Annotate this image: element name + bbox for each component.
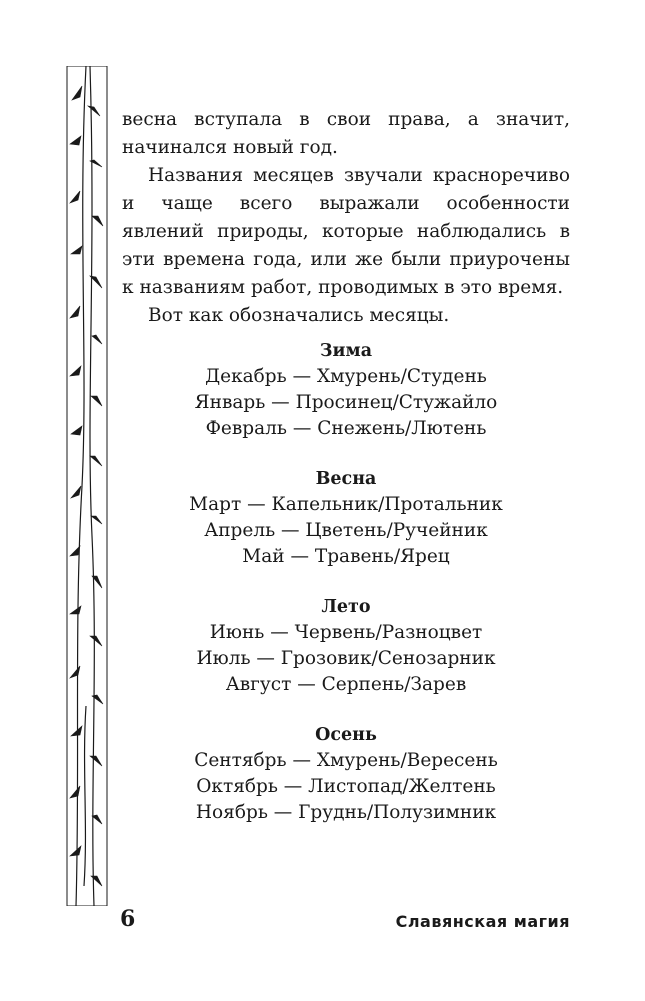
month-line: Сентябрь — Хмурень/Вересень bbox=[194, 750, 498, 771]
month-line: Март — Капельник/Протальник bbox=[189, 494, 503, 515]
month-names-list bbox=[122, 338, 570, 850]
season-spring bbox=[122, 466, 570, 570]
season-autumn bbox=[122, 722, 570, 826]
month-line: Июнь — Червень/Разноцвет bbox=[209, 622, 483, 643]
month-line: Октябрь — Листопад/Желтень bbox=[196, 776, 496, 797]
season-summer bbox=[122, 594, 570, 698]
paragraph: Вот как обозначались месяцы. bbox=[148, 305, 450, 326]
month-line: Январь — Просинец/Стужайло bbox=[194, 392, 498, 413]
season-title: Лето bbox=[321, 597, 371, 617]
month-line: Август — Серпень/Зарев bbox=[225, 674, 467, 695]
month-line: Февраль — Снежень/Лютень bbox=[205, 418, 487, 439]
herb-border-illustration-icon bbox=[66, 66, 108, 906]
body-text bbox=[122, 106, 570, 330]
running-title: Славянская магия bbox=[395, 912, 570, 931]
month-line: Апрель — Цветень/Ручейник bbox=[204, 520, 488, 541]
paragraph: весна вступала в свои права, а значит, начинался новый год. bbox=[122, 109, 570, 158]
month-line: Декабрь — Хмурень/Студень bbox=[205, 366, 487, 387]
month-line: Ноябрь — Груднь/Полузимник bbox=[195, 802, 497, 823]
paragraph: Названия месяцев звучали красноречиво и чаще всего выражали особенности явлений природы, которые наблюдались в эти времена года, или же были приурочены к названиям работ, проводимых в это время. bbox=[122, 165, 570, 298]
page-number: 6 bbox=[120, 906, 136, 932]
season-title: Весна bbox=[315, 469, 377, 489]
month-line: Май — Травень/Ярец bbox=[242, 546, 450, 567]
month-line: Июль — Грозовик/Сенозарник bbox=[196, 648, 496, 669]
season-title: Зима bbox=[319, 341, 373, 361]
season-winter bbox=[122, 338, 570, 442]
season-title: Осень bbox=[315, 725, 377, 745]
